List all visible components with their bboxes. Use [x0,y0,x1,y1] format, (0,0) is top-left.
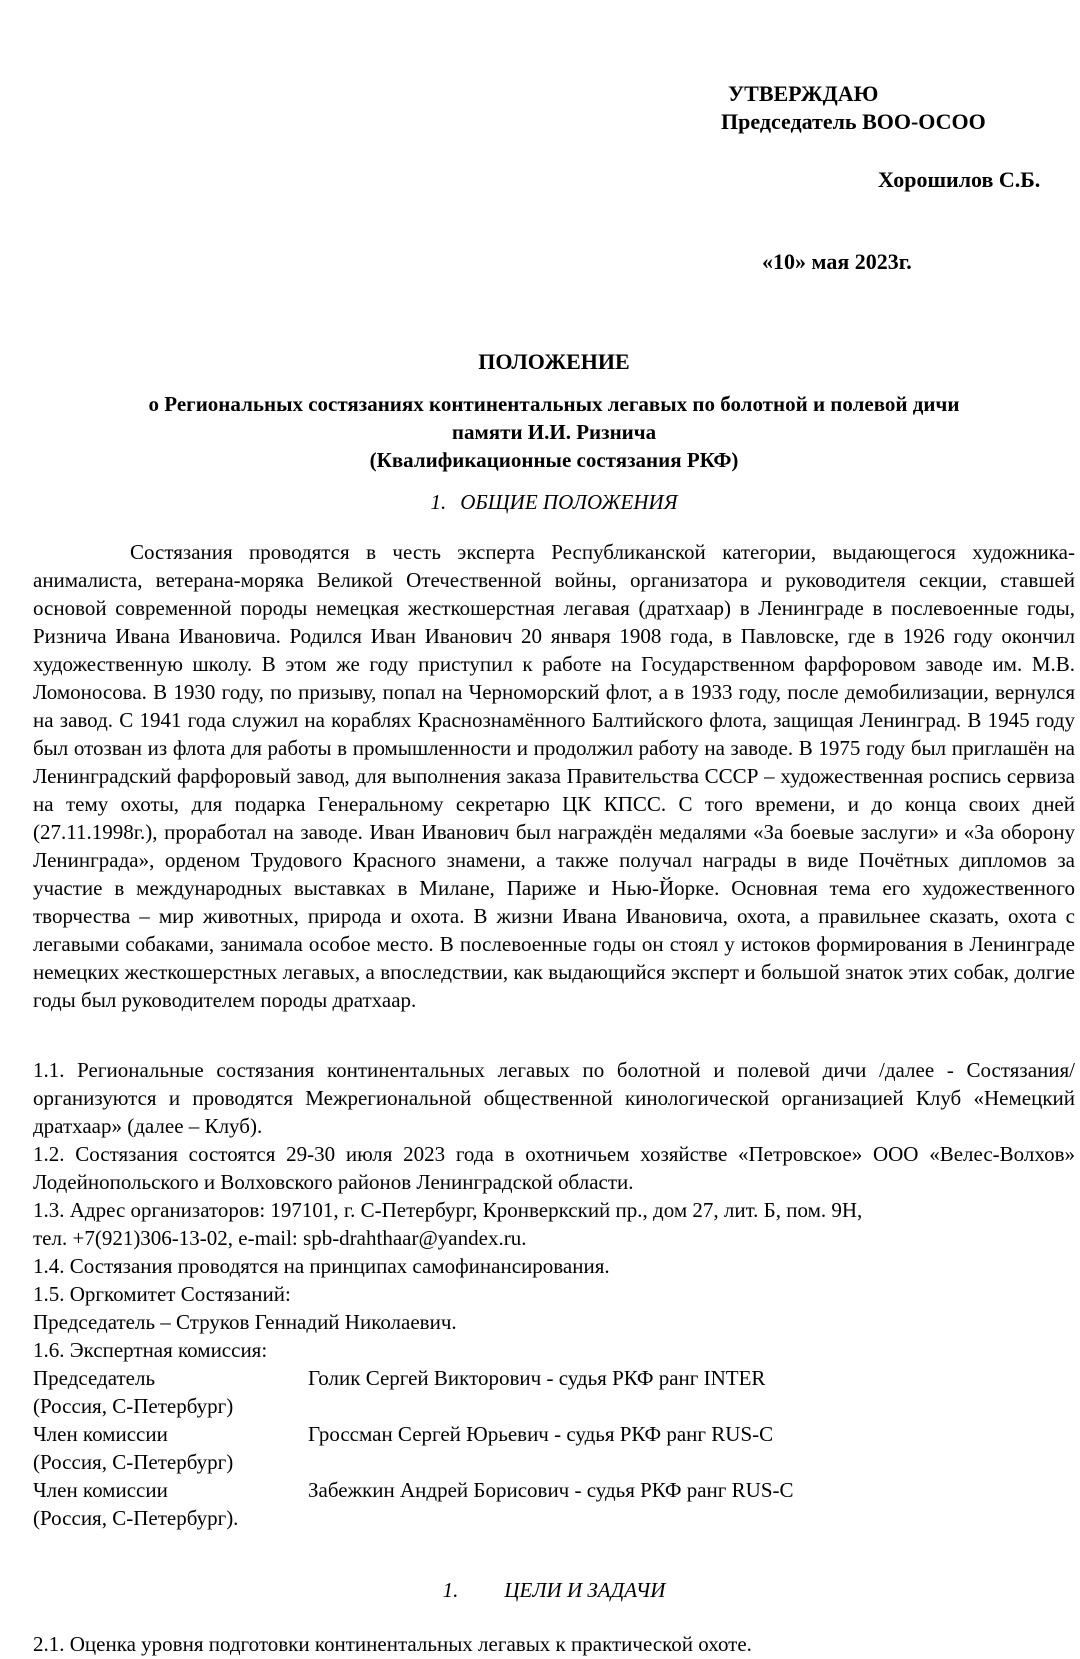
judge-name: Гроссман Сергей Юрьевич - судья РКФ ранг RUS-C [308,1422,774,1446]
clause-1-3-contacts: тел. +7(921)306-13-02, e-mail: spb-drahthaar@yandex.ru. [33,1226,527,1250]
commission-role: Председатель [33,1366,156,1390]
commission-location: (Россия, С-Петербург) [33,1394,234,1418]
approval-title-line: УТВЕРЖДАЮ [728,81,879,106]
chairman-line: Председатель – Струков Геннадий Николаевич. [33,1310,457,1334]
section-number-goals: 1. [442,1578,459,1602]
commission-row [33,1364,1075,1392]
clause-2-1: 2.1. Оценка уровня подготовки континентальных легавых к практической охоте. [33,1632,752,1656]
commission-location: (Россия, С-Петербург) [33,1450,234,1474]
document-subtitle [33,390,1075,474]
judge-name: Голик Сергей Викторович - судья РКФ ранг INTER [308,1366,766,1390]
clause-1-2: 1.2. Состязания состоятся 29-30 июля 2023 года в охотничьем хозяйстве «Петровское» ООО «Велес-Волхов» Лодейнопольского и Волховского районов Ленинградской области. [33,1142,1075,1194]
subtitle-line-1: о Региональных состязаниях континентальных легавых по болотной и полевой дичи [148,392,960,416]
signatory-name: Хорошилов С.Б. [878,167,1041,192]
commission-member [33,1476,1075,1532]
clause-1-1: 1.1. Региональные состязания континентальных легавых по болотной и полевой дичи /далее - Состязания/ организуются и проводятся Межрегиональной общественной кинологической организацией Клуб «Немецкий дратхаар» (далее – Клуб). [33,1058,1075,1138]
clause-1-3-address: 1.3. Адрес организаторов: 197101, г. С-Петербург, Кронверкский пр., дом 27, лит. Б, пом. 9Н, [33,1198,863,1222]
clause-1-5: 1.5. Оргкомитет Состязаний: [33,1282,291,1306]
clause-1-4: 1.4. Состязания проводятся на принципах самофинансирования. [33,1254,610,1278]
clause-1-6: 1.6. Экспертная комиссия: [33,1338,268,1362]
commission-role: Член комиссии [33,1478,168,1502]
commission-row [33,1476,1075,1504]
section-heading-goals [33,1576,1075,1604]
commission-role: Член комиссии [33,1422,168,1446]
intro-paragraph: Состязания проводятся в честь эксперта Республиканской категории, выдающегося художника-анималиста, ветерана-моряка Великой Отечественной войны, организатора и руководителя секции, ставшей основой современной породы немецкая жесткошерстная легавая (дратхаар) в Ленинграде в послевоенные годы, Ризнича Ивана Ивановича. Родился Иван Иванович 20 января 1908 года, в Павловске, где в 1926 году окончил художественную школу. В этом же году приступил к работе на Государственном фарфоровом заводе им. М.В. Ломоносова. В 1930 году, по призыву, попал на Черноморский флот, а в 1933 году, после демобилизации, вернулся на завод. С 1941 года служил на кораблях Краснознамённого Балтийского флота, защищая Ленинград. В 1945 году был отозван из флота для работы в промышленности и продолжил работу на заводе. В 1975 году был приглашён на Ленинградский фарфоровый завод, для выполнения заказа Правительства СССР – художественная роспись сервиза на тему охоты, для подарка Генеральному секретарю ЦК КПСС. С того времени, и до конца своих дней (27.11.1998г.), проработал на заводе. Иван Иванович был награждён медалями «За боевые заслуги» и «За оборону Ленинграда», орденом Трудового Красного знамени, а также получал награды в виде Почётных дипломов за участие в международных выставках в Милане, Париже и Нью-Йорке. Основная тема его художественного творчества – мир животных, природа и охота. В жизни Ивана Ивановича, охота, а правильнее сказать, охота с легавыми собаками, занимала особое место. В послевоенные годы он стоял у истоков формирования в Ленинграде немецких жесткошерстных легавых, а впоследствии, как выдающийся эксперт и большой знаток этих собак, долгие годы был руководителем породы дратхаар. [33,540,1075,1012]
approval-role-line: Председатель ВОО-ОСОО [721,109,986,134]
section-number-general: 1. [430,490,447,514]
approval-block [33,80,1075,136]
subtitle-line-2: памяти И.И. Ризнича [451,420,657,444]
section-title-goals: ЦЕЛИ И ЗАДАЧИ [504,1578,666,1602]
commission-row [33,1420,1075,1448]
commission-member [33,1420,1075,1476]
judge-name: Забежкин Андрей Борисович - судья РКФ ранг RUS-C [308,1478,794,1502]
document-title: ПОЛОЖЕНИЕ [478,349,630,374]
approval-date: «10» мая 2023г. [762,249,912,274]
subtitle-line-3: (Квалификационные состязания РКФ) [369,448,739,472]
commission-member [33,1364,1075,1420]
section-heading-general [33,488,1075,516]
clauses-block [33,1056,1075,1532]
commission-location: (Россия, С-Петербург). [33,1506,239,1530]
section-title-general: ОБЩИЕ ПОЛОЖЕНИЯ [460,490,678,514]
